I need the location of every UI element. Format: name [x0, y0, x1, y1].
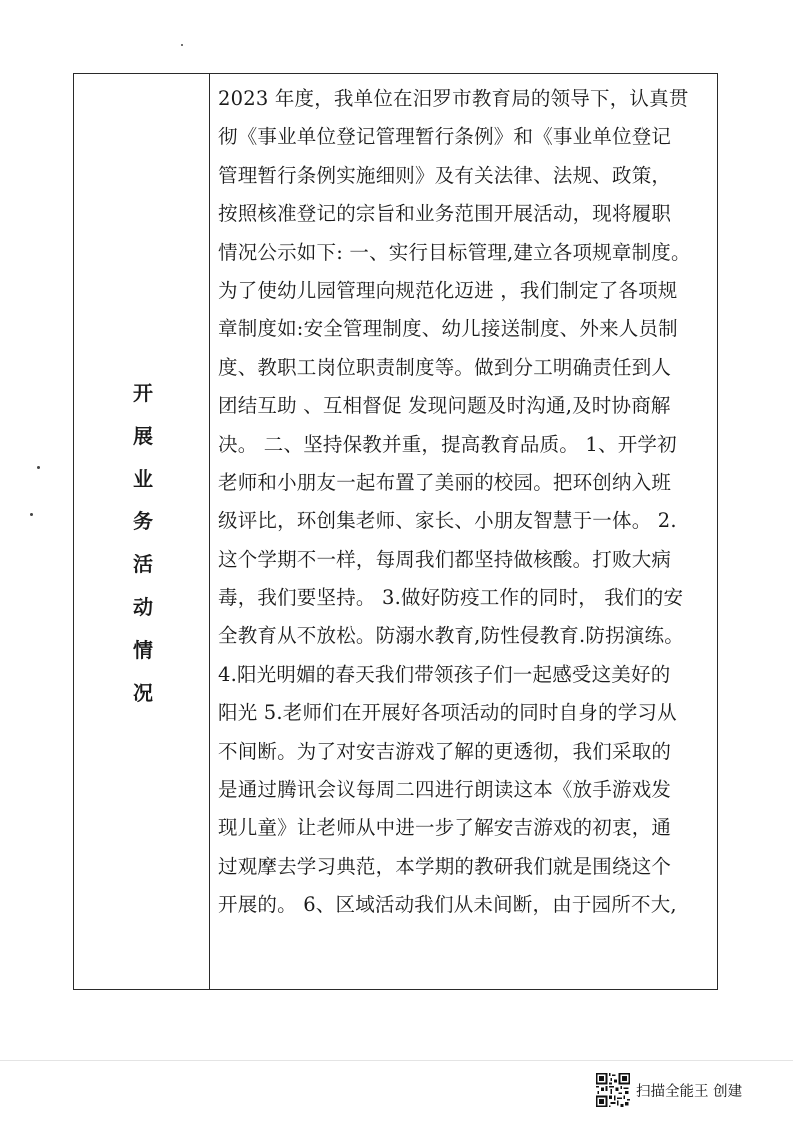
text-line: 不间断。为了对安吉游戏了解的更透彻，我们采取的 — [218, 739, 672, 763]
text-line: 2023 年度，我单位在汨罗市教育局的领导下，认真贯 — [218, 87, 689, 110]
text-line: 毒，我们要坚持。 3.做好防疫工作的同时， 我们的安 — [218, 586, 684, 610]
text-line: 级评比，环创集老师、家长、小朋友智慧于一体。 2. — [218, 509, 677, 533]
text-line: 管理暂行条例实施细则》及有关法律、法规、政策， — [218, 163, 672, 187]
scan-speck — [37, 466, 40, 469]
text-line: 彻《事业单位登记管理暂行条例》和《事业单位登记 — [218, 125, 672, 149]
activity-report-text — [218, 80, 712, 925]
text-line: 过观摩去学习典范，本学期的教研我们就是围绕这个 — [218, 854, 672, 878]
scanner-watermark: 扫描全能王 创建 — [636, 1084, 743, 1100]
text-line: 是通过腾讯会议每周二四进行朗读这本《放手游戏发 — [218, 778, 672, 802]
section-label-char: 况 — [133, 680, 153, 705]
section-label-char: 开 — [133, 381, 153, 405]
text-line: 现儿童》让老师从中进一步了解安吉游戏的初衷，通 — [218, 816, 672, 840]
section-label-char: 业 — [133, 466, 153, 491]
text-line: 章制度如:安全管理制度、幼儿接送制度、外来人员制 — [218, 317, 678, 341]
text-line: 按照核准登记的宗旨和业务范围开展活动，现将履职 — [218, 202, 672, 226]
scan-speck — [181, 44, 183, 46]
scan-speck — [30, 513, 33, 516]
qr-code-icon — [596, 1073, 630, 1107]
text-line: 4.阳光明媚的春天我们带领孩子们一起感受这美好的 — [218, 662, 671, 686]
footer-rule — [0, 1060, 793, 1061]
text-line: 开展的。 6、区域活动我们从未间断，由于园所不大, — [218, 893, 677, 917]
text-line: 老师和小朋友一起布置了美丽的校园。把环创纳入班 — [218, 470, 672, 494]
section-label-char: 动 — [133, 594, 153, 619]
text-line: 情况公示如下: 一、实行目标管理,建立各项规章制度。 — [218, 240, 691, 264]
text-line: 决。 二、坚持保教并重，提高教育品质。 1、开学初 — [218, 432, 677, 456]
section-label-char: 展 — [133, 423, 153, 448]
text-line: 这个学期不一样，每周我们都坚持做核酸。打败大病 — [218, 547, 672, 571]
section-label-char: 活 — [133, 552, 153, 577]
text-line: 全教育从不放松。防溺水教育,防性侵教育.防拐演练。 — [218, 624, 684, 648]
text-line: 团结互助 、互相督促 发现问题及时沟通,及时协商解 — [218, 394, 671, 418]
section-label-char: 务 — [133, 509, 153, 534]
section-label-char: 情 — [133, 637, 153, 662]
column-divider — [209, 73, 210, 990]
section-label — [118, 372, 168, 714]
text-line: 为了使幼儿园管理向规范化迈进 ，我们制定了各项规 — [218, 278, 678, 302]
text-line: 阳光 5.老师们在开展好各项活动的同时自身的学习从 — [218, 701, 677, 725]
text-line: 度、教职工岗位职责制度等。做到分工明确责任到人 — [218, 355, 672, 379]
